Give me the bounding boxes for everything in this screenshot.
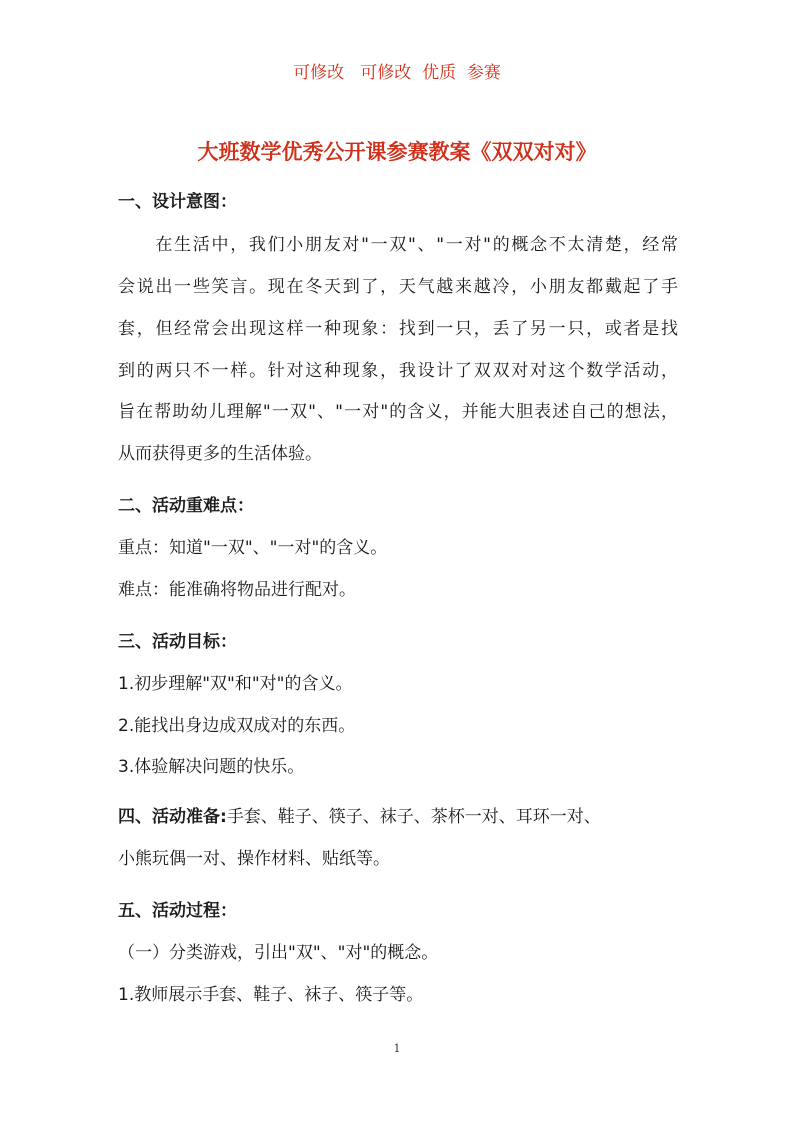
section1-line-5: 旨在帮助幼儿理解"一双"、"一对"的含义，并能大胆表述自己的想法， [118,402,678,422]
document-title: 大班数学优秀公开课参赛教案《双双对对》 [197,140,597,164]
goal-2: 2.能找出身边成双成对的东西。 [118,716,356,736]
header-banner: 可修改 可修改 优质 参赛 [293,63,501,83]
section1-line-3: 套，但经常会出现这样一种现象：找到一只，丢了另一只，或者是找 [118,319,678,339]
section1-line-1: 在生活中，我们小朋友对"一双"、"一对"的概念不太清楚，经常 [118,235,678,255]
section4-line-1 [118,805,678,829]
difficulty-point: 难点：能准确将物品进行配对。 [118,580,356,600]
process-step-1-1: 1.教师展示手套、鞋子、袜子、筷子等。 [118,985,424,1005]
section1-line-6: 从而获得更多的生活体验。 [118,444,322,464]
section4-heading: 四、活动准备: [118,807,227,827]
materials-text: 手套、鞋子、筷子、袜子、茶杯一对、耳环一对、 [226,807,601,827]
section4-line-2: 小熊玩偶一对、操作材料、贴纸等。 [118,849,390,869]
section2-heading: 二、活动重难点： [118,496,254,516]
section3-heading: 三、活动目标： [118,632,237,652]
key-point: 重点：知道"一双"、"一对"的含义。 [118,538,388,558]
section1-heading: 一、设计意图： [118,192,237,212]
section5-heading: 五、活动过程： [118,901,237,921]
goal-1: 1.初步理解"双"和"对"的含义。 [118,674,353,694]
goal-3: 3.体验解决问题的快乐。 [118,757,305,777]
section1-line-4: 到的两只不一样。针对这种现象，我设计了双双对对这个数学活动， [118,361,678,381]
process-step-1: （一）分类游戏，引出"双"、"对"的概念。 [118,943,439,963]
section1-line-2: 会说出一些笑言。现在冬天到了，天气越来越冷，小朋友都戴起了手 [118,277,678,297]
page-number: 1 [393,1042,401,1055]
